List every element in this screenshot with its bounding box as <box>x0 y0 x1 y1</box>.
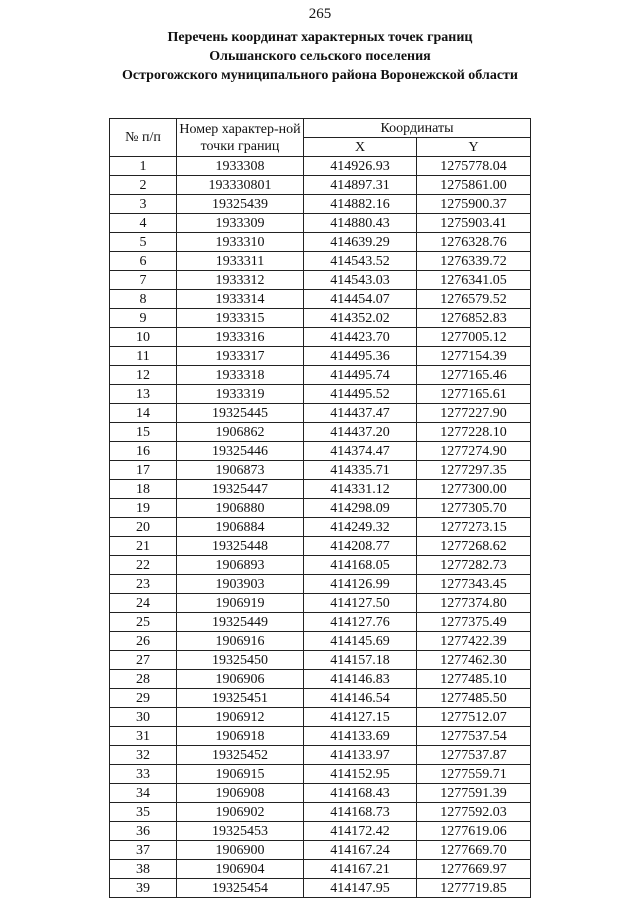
point-number-cell: 1906862 <box>177 423 304 442</box>
table-row <box>110 537 531 556</box>
table-row <box>110 556 531 575</box>
table-row <box>110 784 531 803</box>
row-number-cell: 6 <box>110 252 177 271</box>
row-number-cell: 17 <box>110 461 177 480</box>
point-number-cell: 1906904 <box>177 860 304 879</box>
x-cell: 414495.74 <box>304 366 417 385</box>
title-line-3: Острогожского муниципального района Воронежской области <box>122 68 518 83</box>
x-cell: 414167.24 <box>304 841 417 860</box>
document-title <box>0 28 640 85</box>
table-row <box>110 214 531 233</box>
y-cell: 1277559.71 <box>417 765 531 784</box>
point-number-cell: 1906918 <box>177 727 304 746</box>
x-cell: 414172.42 <box>304 822 417 841</box>
table-row <box>110 841 531 860</box>
point-number-cell: 1933310 <box>177 233 304 252</box>
point-number-cell: 19325452 <box>177 746 304 765</box>
table-row <box>110 594 531 613</box>
x-cell: 414454.07 <box>304 290 417 309</box>
point-number-cell: 1933312 <box>177 271 304 290</box>
y-cell: 1277227.90 <box>417 404 531 423</box>
y-cell: 1277165.61 <box>417 385 531 404</box>
y-cell: 1277537.54 <box>417 727 531 746</box>
x-cell: 414249.32 <box>304 518 417 537</box>
y-cell: 1277005.12 <box>417 328 531 347</box>
table-row <box>110 271 531 290</box>
x-cell: 414127.76 <box>304 613 417 632</box>
table-row <box>110 803 531 822</box>
point-number-cell: 1933309 <box>177 214 304 233</box>
y-cell: 1276579.52 <box>417 290 531 309</box>
page-number: 265 <box>308 6 332 22</box>
row-number-cell: 22 <box>110 556 177 575</box>
point-number-cell: 1906900 <box>177 841 304 860</box>
row-number-cell: 33 <box>110 765 177 784</box>
table-row <box>110 632 531 651</box>
row-number-cell: 7 <box>110 271 177 290</box>
row-number-cell: 35 <box>110 803 177 822</box>
table-row <box>110 347 531 366</box>
y-cell: 1277422.39 <box>417 632 531 651</box>
point-number-cell: 1906906 <box>177 670 304 689</box>
y-cell: 1277462.30 <box>417 651 531 670</box>
row-number-cell: 26 <box>110 632 177 651</box>
y-cell: 1276852.83 <box>417 309 531 328</box>
point-number-cell: 1933317 <box>177 347 304 366</box>
row-number-cell: 21 <box>110 537 177 556</box>
table-header <box>110 119 531 157</box>
header-point-number-text: Номер характер-ной точки границ <box>179 121 301 154</box>
x-cell: 414146.83 <box>304 670 417 689</box>
table-row <box>110 461 531 480</box>
y-cell: 1275778.04 <box>417 157 531 176</box>
point-number-cell: 1903903 <box>177 575 304 594</box>
row-number-cell: 2 <box>110 176 177 195</box>
y-cell: 1277282.73 <box>417 556 531 575</box>
x-cell: 414374.47 <box>304 442 417 461</box>
row-number-cell: 9 <box>110 309 177 328</box>
point-number-cell: 193330801 <box>177 176 304 195</box>
x-cell: 414127.50 <box>304 594 417 613</box>
point-number-cell: 1933314 <box>177 290 304 309</box>
y-cell: 1277485.50 <box>417 689 531 708</box>
point-number-cell: 19325453 <box>177 822 304 841</box>
title-line-1: Перечень координат характерных точек границ <box>167 30 473 45</box>
y-cell: 1277297.35 <box>417 461 531 480</box>
x-cell: 414423.70 <box>304 328 417 347</box>
table-row <box>110 613 531 632</box>
row-number-cell: 12 <box>110 366 177 385</box>
title-line-2: Ольшанского сельского поселения <box>209 49 431 64</box>
y-cell: 1277374.80 <box>417 594 531 613</box>
table-row <box>110 746 531 765</box>
point-number-cell: 1933318 <box>177 366 304 385</box>
row-number-cell: 3 <box>110 195 177 214</box>
x-cell: 414208.77 <box>304 537 417 556</box>
table-row <box>110 404 531 423</box>
row-number-cell: 29 <box>110 689 177 708</box>
table-row <box>110 518 531 537</box>
point-number-cell: 19325451 <box>177 689 304 708</box>
row-number-cell: 4 <box>110 214 177 233</box>
point-number-cell: 1906902 <box>177 803 304 822</box>
row-number-cell: 10 <box>110 328 177 347</box>
x-cell: 414157.18 <box>304 651 417 670</box>
point-number-cell: 1906915 <box>177 765 304 784</box>
y-cell: 1277274.90 <box>417 442 531 461</box>
table-row <box>110 309 531 328</box>
table-row <box>110 423 531 442</box>
point-number-cell: 19325446 <box>177 442 304 461</box>
x-cell: 414145.69 <box>304 632 417 651</box>
point-number-cell: 1933319 <box>177 385 304 404</box>
x-cell: 414437.20 <box>304 423 417 442</box>
x-cell: 414331.12 <box>304 480 417 499</box>
x-cell: 414168.43 <box>304 784 417 803</box>
x-cell: 414882.16 <box>304 195 417 214</box>
y-cell: 1275861.00 <box>417 176 531 195</box>
y-cell: 1277165.46 <box>417 366 531 385</box>
x-cell: 414146.54 <box>304 689 417 708</box>
x-cell: 414352.02 <box>304 309 417 328</box>
point-number-cell: 1906880 <box>177 499 304 518</box>
table-row <box>110 651 531 670</box>
row-number-cell: 15 <box>110 423 177 442</box>
y-cell: 1277305.70 <box>417 499 531 518</box>
row-number-cell: 30 <box>110 708 177 727</box>
table-row <box>110 442 531 461</box>
x-cell: 414147.95 <box>304 879 417 898</box>
row-number-cell: 8 <box>110 290 177 309</box>
table-row <box>110 689 531 708</box>
point-number-cell: 19325447 <box>177 480 304 499</box>
x-cell: 414152.95 <box>304 765 417 784</box>
y-cell: 1277537.87 <box>417 746 531 765</box>
x-cell: 414495.36 <box>304 347 417 366</box>
x-cell: 414335.71 <box>304 461 417 480</box>
row-number-cell: 5 <box>110 233 177 252</box>
point-number-cell: 19325449 <box>177 613 304 632</box>
table-row <box>110 670 531 689</box>
y-cell: 1277300.00 <box>417 480 531 499</box>
x-cell: 414298.09 <box>304 499 417 518</box>
row-number-cell: 34 <box>110 784 177 803</box>
coordinates-table <box>109 118 531 898</box>
y-cell: 1277268.62 <box>417 537 531 556</box>
row-number-cell: 1 <box>110 157 177 176</box>
point-number-cell: 1933316 <box>177 328 304 347</box>
row-number-cell: 23 <box>110 575 177 594</box>
y-cell: 1277273.15 <box>417 518 531 537</box>
table-row <box>110 575 531 594</box>
header-y: Y <box>417 138 531 157</box>
point-number-cell: 19325439 <box>177 195 304 214</box>
y-cell: 1277619.06 <box>417 822 531 841</box>
header-x: X <box>304 138 417 157</box>
row-number-cell: 31 <box>110 727 177 746</box>
table-row <box>110 765 531 784</box>
y-cell: 1277228.10 <box>417 423 531 442</box>
row-number-cell: 11 <box>110 347 177 366</box>
table-row <box>110 385 531 404</box>
x-cell: 414926.93 <box>304 157 417 176</box>
row-number-cell: 39 <box>110 879 177 898</box>
x-cell: 414167.21 <box>304 860 417 879</box>
table-row <box>110 822 531 841</box>
table-row <box>110 290 531 309</box>
row-number-cell: 18 <box>110 480 177 499</box>
row-number-cell: 37 <box>110 841 177 860</box>
row-number-cell: 20 <box>110 518 177 537</box>
header-row-number: № п/п <box>110 119 177 157</box>
header-point-number <box>177 119 304 157</box>
x-cell: 414880.43 <box>304 214 417 233</box>
y-cell: 1277592.03 <box>417 803 531 822</box>
row-number-cell: 27 <box>110 651 177 670</box>
x-cell: 414133.97 <box>304 746 417 765</box>
x-cell: 414543.52 <box>304 252 417 271</box>
y-cell: 1277343.45 <box>417 575 531 594</box>
table-row <box>110 252 531 271</box>
row-number-cell: 14 <box>110 404 177 423</box>
y-cell: 1277669.97 <box>417 860 531 879</box>
row-number-cell: 16 <box>110 442 177 461</box>
y-cell: 1275903.41 <box>417 214 531 233</box>
table-row <box>110 879 531 898</box>
y-cell: 1276341.05 <box>417 271 531 290</box>
y-cell: 1277669.70 <box>417 841 531 860</box>
table-row <box>110 176 531 195</box>
x-cell: 414133.69 <box>304 727 417 746</box>
point-number-cell: 1906912 <box>177 708 304 727</box>
y-cell: 1277512.07 <box>417 708 531 727</box>
table-row <box>110 328 531 347</box>
y-cell: 1277485.10 <box>417 670 531 689</box>
point-number-cell: 1906919 <box>177 594 304 613</box>
table-row <box>110 860 531 879</box>
y-cell: 1277591.39 <box>417 784 531 803</box>
table-row <box>110 233 531 252</box>
x-cell: 414495.52 <box>304 385 417 404</box>
row-number-cell: 38 <box>110 860 177 879</box>
point-number-cell: 1906916 <box>177 632 304 651</box>
point-number-cell: 19325450 <box>177 651 304 670</box>
table-row <box>110 195 531 214</box>
row-number-cell: 19 <box>110 499 177 518</box>
x-cell: 414543.03 <box>304 271 417 290</box>
table-body <box>110 157 531 898</box>
row-number-cell: 32 <box>110 746 177 765</box>
table-row <box>110 366 531 385</box>
x-cell: 414897.31 <box>304 176 417 195</box>
point-number-cell: 1906893 <box>177 556 304 575</box>
y-cell: 1277375.49 <box>417 613 531 632</box>
table-row <box>110 499 531 518</box>
point-number-cell: 19325454 <box>177 879 304 898</box>
x-cell: 414168.73 <box>304 803 417 822</box>
header-coordinates: Координаты <box>304 119 531 138</box>
x-cell: 414639.29 <box>304 233 417 252</box>
row-number-cell: 24 <box>110 594 177 613</box>
x-cell: 414437.47 <box>304 404 417 423</box>
table-row <box>110 727 531 746</box>
x-cell: 414168.05 <box>304 556 417 575</box>
y-cell: 1277719.85 <box>417 879 531 898</box>
y-cell: 1276328.76 <box>417 233 531 252</box>
point-number-cell: 1933311 <box>177 252 304 271</box>
row-number-cell: 13 <box>110 385 177 404</box>
point-number-cell: 1906908 <box>177 784 304 803</box>
row-number-cell: 25 <box>110 613 177 632</box>
y-cell: 1275900.37 <box>417 195 531 214</box>
table-row <box>110 480 531 499</box>
x-cell: 414126.99 <box>304 575 417 594</box>
point-number-cell: 1906884 <box>177 518 304 537</box>
row-number-cell: 28 <box>110 670 177 689</box>
y-cell: 1277154.39 <box>417 347 531 366</box>
point-number-cell: 19325445 <box>177 404 304 423</box>
point-number-cell: 1933315 <box>177 309 304 328</box>
x-cell: 414127.15 <box>304 708 417 727</box>
y-cell: 1276339.72 <box>417 252 531 271</box>
point-number-cell: 19325448 <box>177 537 304 556</box>
table-row <box>110 157 531 176</box>
row-number-cell: 36 <box>110 822 177 841</box>
table-row <box>110 708 531 727</box>
point-number-cell: 1933308 <box>177 157 304 176</box>
point-number-cell: 1906873 <box>177 461 304 480</box>
